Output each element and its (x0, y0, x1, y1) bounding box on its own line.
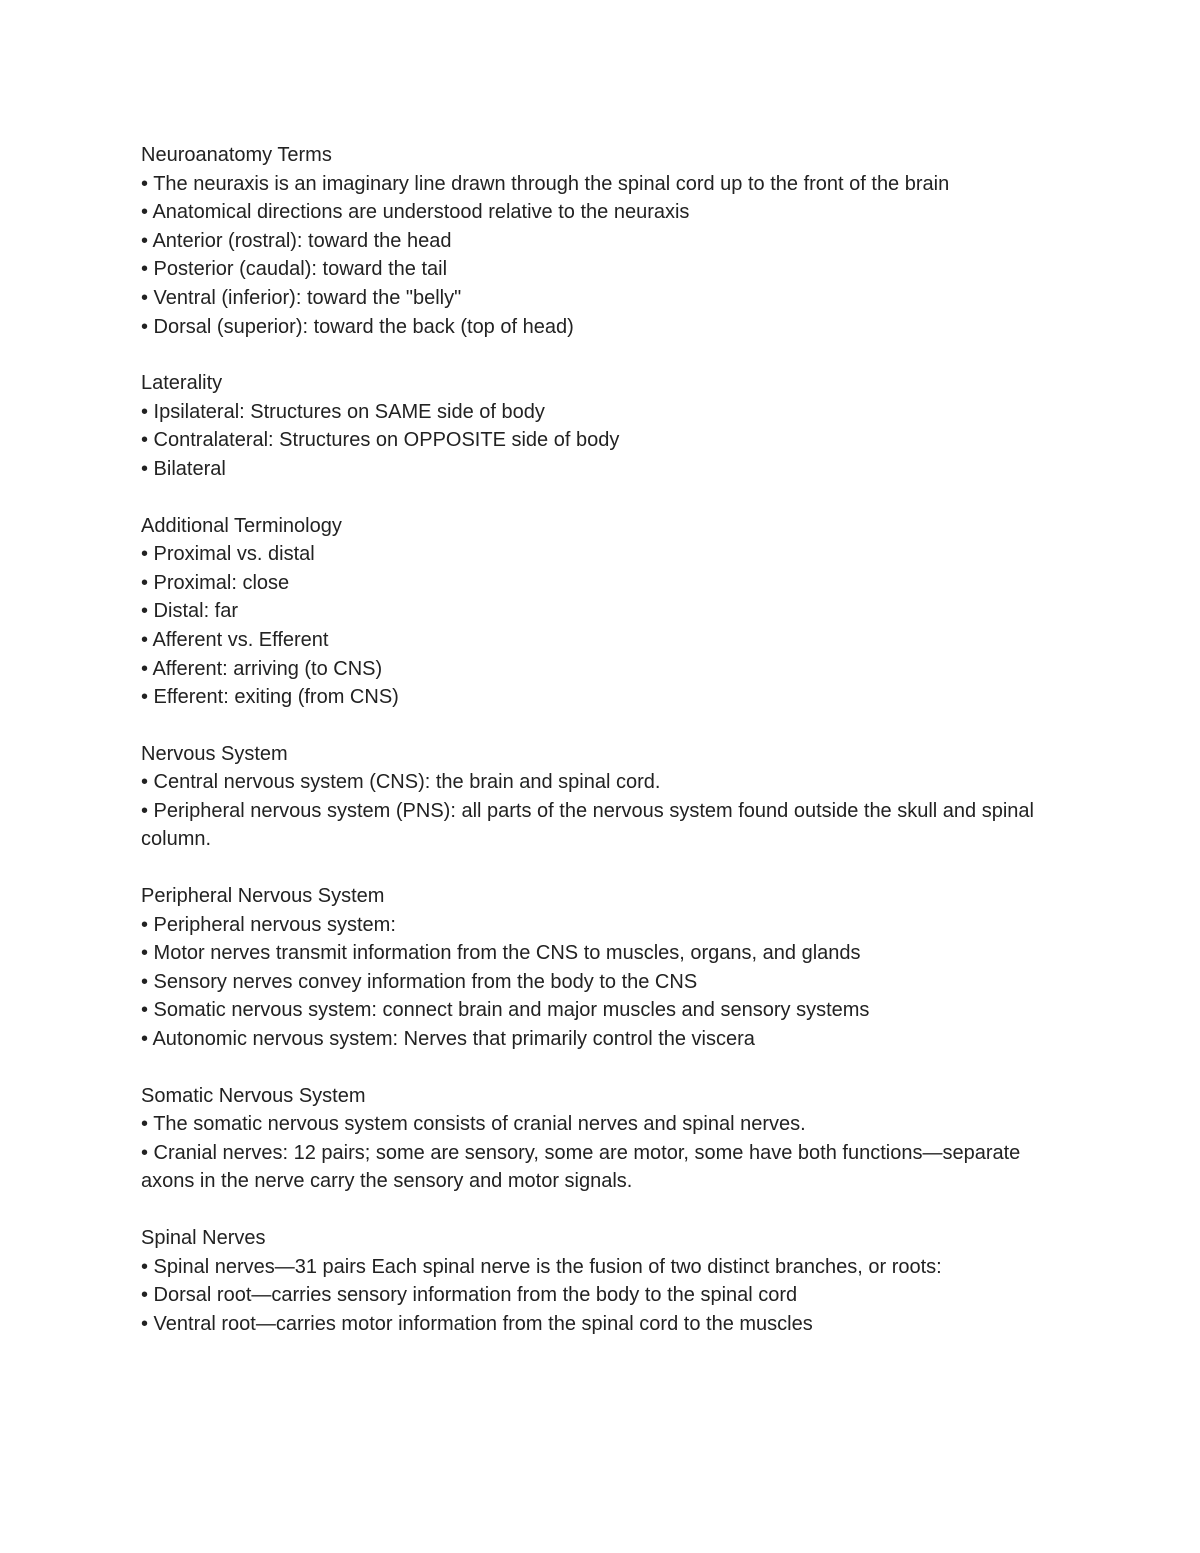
list-item: • Peripheral nervous system: (141, 913, 396, 936)
section-neuroanatomy-terms (141, 141, 1061, 341)
list-item: • Anatomical directions are understood relative to the neuraxis (141, 201, 690, 224)
list-item: • Afferent: arriving (to CNS) (141, 657, 383, 680)
list-item: • Dorsal (superior): toward the back (top of head) (141, 315, 574, 338)
list-item: • Afferent vs. Efferent (141, 628, 329, 651)
list-item: • Motor nerves transmit information from the CNS to muscles, organs, and glands (141, 942, 861, 965)
section-title: Spinal Nerves (141, 1227, 266, 1249)
list-item: • Ventral root—carries motor information from the spinal cord to the muscles (141, 1312, 813, 1335)
list-item: • The neuraxis is an imaginary line drawn through the spinal cord up to the front of the brain (141, 172, 950, 195)
list-item: • Cranial nerves: 12 pairs; some are sensory, some are motor, some have both functions—separate axons in the nerve carry the sensory and motor signals. (141, 1141, 1021, 1193)
section-title: Laterality (141, 372, 223, 395)
list-item: • Contralateral: Structures on OPPOSITE side of body (141, 429, 620, 452)
section-title: Nervous System (141, 742, 288, 765)
section-title: Peripheral Nervous System (141, 885, 385, 908)
list-item: • Ventral (inferior): toward the "belly" (141, 286, 462, 309)
list-item: • Autonomic nervous system: Nerves that primarily control the viscera (141, 1028, 755, 1051)
section-peripheral-nervous-system (141, 882, 1061, 1054)
list-item: • Proximal: close (141, 571, 290, 594)
list-item: • The somatic nervous system consists of cranial nerves and spinal nerves. (141, 1113, 806, 1136)
list-item: • Bilateral (141, 457, 226, 480)
section-laterality (141, 369, 1061, 483)
list-item: • Proximal vs. distal (141, 543, 315, 566)
section-title: Additional Terminology (141, 514, 342, 537)
section-nervous-system (141, 740, 1061, 854)
list-item: • Somatic nervous system: connect brain and major muscles and sensory systems (141, 999, 870, 1022)
section-somatic-nervous-system (141, 1082, 1061, 1196)
list-item: • Peripheral nervous system (PNS): all parts of the nervous system found outside the skull and spinal column. (141, 799, 1034, 851)
section-additional-terminology (141, 512, 1061, 712)
list-item: • Central nervous system (CNS): the brain and spinal cord. (141, 771, 661, 794)
list-item: • Posterior (caudal): toward the tail (141, 258, 448, 281)
list-item: • Anterior (rostral): toward the head (141, 229, 452, 252)
list-item: • Ipsilateral: Structures on SAME side of body (141, 400, 545, 423)
section-title: Somatic Nervous System (141, 1084, 366, 1107)
list-item: • Efferent: exiting (from CNS) (141, 686, 399, 709)
section-spinal-nerves (141, 1224, 1061, 1338)
document-page (141, 141, 1061, 1366)
section-title: Neuroanatomy Terms (141, 144, 332, 166)
list-item: • Distal: far (141, 600, 239, 623)
list-item: • Dorsal root—carries sensory information from the body to the spinal cord (141, 1284, 798, 1307)
list-item: • Spinal nerves—31 pairs Each spinal nerve is the fusion of two distinct branches, or roots: (141, 1255, 942, 1278)
list-item: • Sensory nerves convey information from the body to the CNS (141, 970, 698, 993)
